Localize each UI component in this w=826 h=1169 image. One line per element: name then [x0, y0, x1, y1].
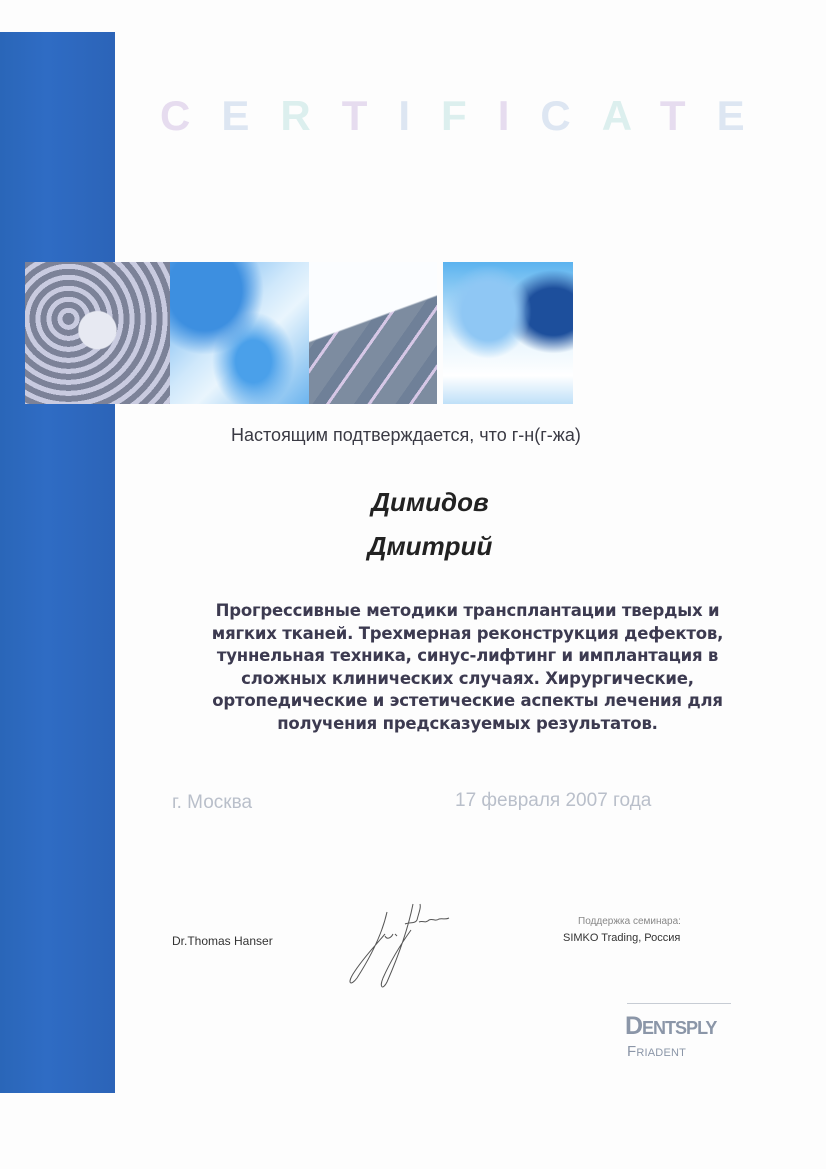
friadent-logo: Friadent	[627, 1043, 687, 1060]
title-letter: E	[221, 92, 281, 139]
smiling-doctor-photo	[443, 262, 573, 404]
course-description: Прогрессивные методики трансплантации твердых и мягких тканей. Трехмерная реконструкция дефектов, туннельная техника, синус-лифтинг и имплантация в сложных клинических случаях. Хирургические, ортопедические и эстетические аспекты лечения для получения предсказуемых результатов.	[211, 601, 724, 733]
support-label: Поддержка семинара:	[578, 916, 681, 927]
bone-microstructure-photo	[25, 262, 170, 404]
city: г. Москва	[172, 792, 253, 813]
implant-thread-photo	[309, 262, 437, 404]
dental-lab-work-photo	[170, 262, 309, 404]
title-letter: R	[280, 92, 342, 139]
title-letter: T	[659, 92, 717, 139]
signature-icon	[345, 900, 465, 990]
certificate-title	[160, 92, 776, 140]
date: 17 февраля 2007 года	[455, 790, 652, 811]
recipient-surname: Димидов	[371, 487, 489, 517]
title-letter: T	[341, 92, 399, 139]
support-organization: SIMKO Trading, Россия	[563, 932, 681, 944]
dentsply-logo: Dentsply	[625, 1012, 717, 1040]
title-letter: C	[160, 92, 222, 139]
title-letter: E	[716, 92, 776, 139]
title-letter: C	[540, 92, 602, 139]
recipient-first-name: Дмитрий	[367, 531, 493, 561]
title-letter: A	[601, 92, 660, 139]
logo-divider	[627, 1003, 731, 1004]
title-letter: I	[398, 92, 442, 139]
blue-side-bar	[0, 32, 115, 1093]
title-letter: I	[497, 92, 541, 139]
title-letter: F	[441, 92, 498, 139]
confirmation-text: Настоящим подтверждается, что г-н(г-жа)	[231, 425, 581, 445]
signer-name: Dr.Thomas Hanser	[172, 934, 273, 948]
